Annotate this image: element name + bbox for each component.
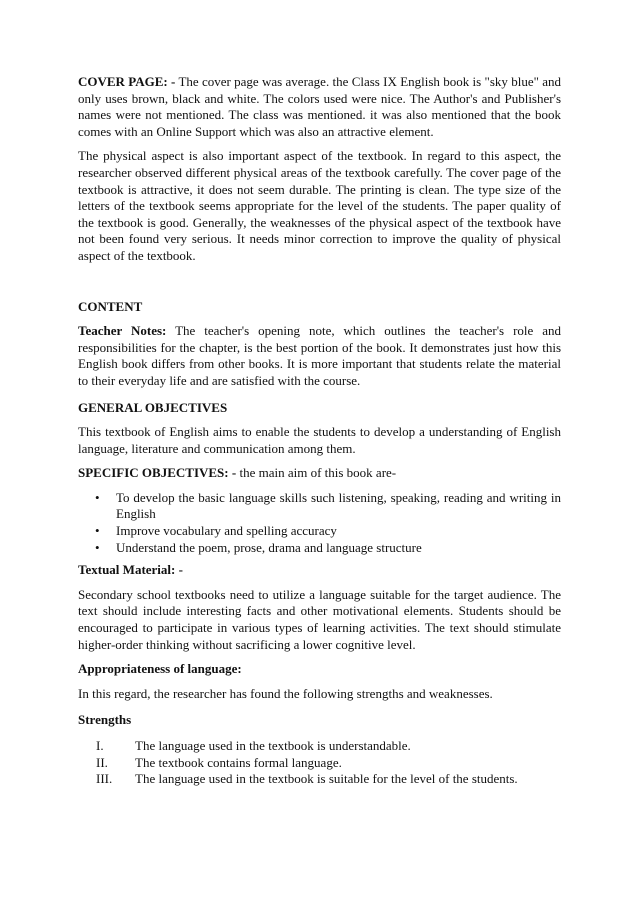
list-item: • To develop the basic language skills such listening, speaking, reading and writing in English <box>95 489 561 522</box>
list-item: I. The language used in the textbook is understandable. <box>96 738 411 753</box>
textual-material-paragraph: Secondary school textbooks need to utilize a language suitable for the target audience. The text should include interesting facts and other motivational elements. Students should be encouraged to participate in various types of learning activities. The text should stimulate higher-order thinking without sacrificing a lower cognitive level. <box>78 586 561 652</box>
general-objectives-heading: GENERAL OBJECTIVES <box>78 399 228 415</box>
general-objectives-paragraph: This textbook of English aims to enable the students to develop a understanding of English language, literature and communication among them. <box>78 424 561 456</box>
cover-page-label: COVER PAGE: - <box>78 74 176 89</box>
specific-objectives-text: the main aim of this book are- <box>236 465 397 481</box>
bullet-icon: • <box>95 489 100 505</box>
list-number: III. <box>96 771 113 787</box>
list-item: II. The textbook contains formal language. <box>96 754 342 770</box>
list-item: • Improve vocabulary and spelling accuracy <box>95 523 337 539</box>
bullet-icon: • <box>95 539 100 555</box>
teacher-notes-label: Teacher Notes: <box>78 323 167 339</box>
content-heading: CONTENT <box>78 298 143 314</box>
list-item: III. The language used in the textbook is suitable for the level of the students. <box>96 771 518 787</box>
language-paragraph: In this regard, the researcher has found the following strengths and weaknesses. <box>78 685 493 701</box>
cover-page-text: The cover page was average. the Class IX English book is "sky blue" and only uses brown, black and white. The colors used were nice. The Author's and Publisher's names were not mentioned. The class was mentioned. it was also mentioned that the book comes with an Online Support which was also an attractive element. <box>78 74 561 139</box>
teacher-notes-paragraph <box>78 323 561 389</box>
cover-page-paragraph <box>78 74 561 140</box>
list-item: • Understand the poem, prose, drama and language structure <box>95 539 422 555</box>
specific-objectives-paragraph <box>78 465 561 482</box>
specific-objectives-label: SPECIFIC OBJECTIVES: - <box>78 465 237 481</box>
specific-objectives-list <box>78 490 561 556</box>
list-number: I. <box>96 738 104 753</box>
physical-aspect-paragraph: The physical aspect is also important aspect of the textbook. In regard to this aspect, the researcher observed different physical areas of the textbook carefully. The cover page of the textbook is attractive, it does not seem durable. The printing is clean. The type size of the letters of the textbook seems appropriate for the level of the students. The paper quality of the textbook is good. Generally, the weaknesses of the physical aspect of the textbook have not been found very serious. It needs minor correction to improve the quality of physical aspect of the textbook. <box>78 148 561 263</box>
list-number: II. <box>96 754 108 770</box>
language-heading: Appropriateness of language: <box>78 661 242 677</box>
strengths-list <box>78 738 561 788</box>
textual-material-heading: Textual Material: - <box>78 562 183 578</box>
bullet-icon: • <box>95 523 100 539</box>
teacher-notes-text: The teacher's opening note, which outlines the teacher's role and responsibilities for the chapter, is the best portion of the book. It demonstrates just how this English book differs from other books. It is more important that students relate the material to their everyday life and are satisfied with the course. <box>78 323 561 388</box>
strengths-heading: Strengths <box>78 712 132 728</box>
